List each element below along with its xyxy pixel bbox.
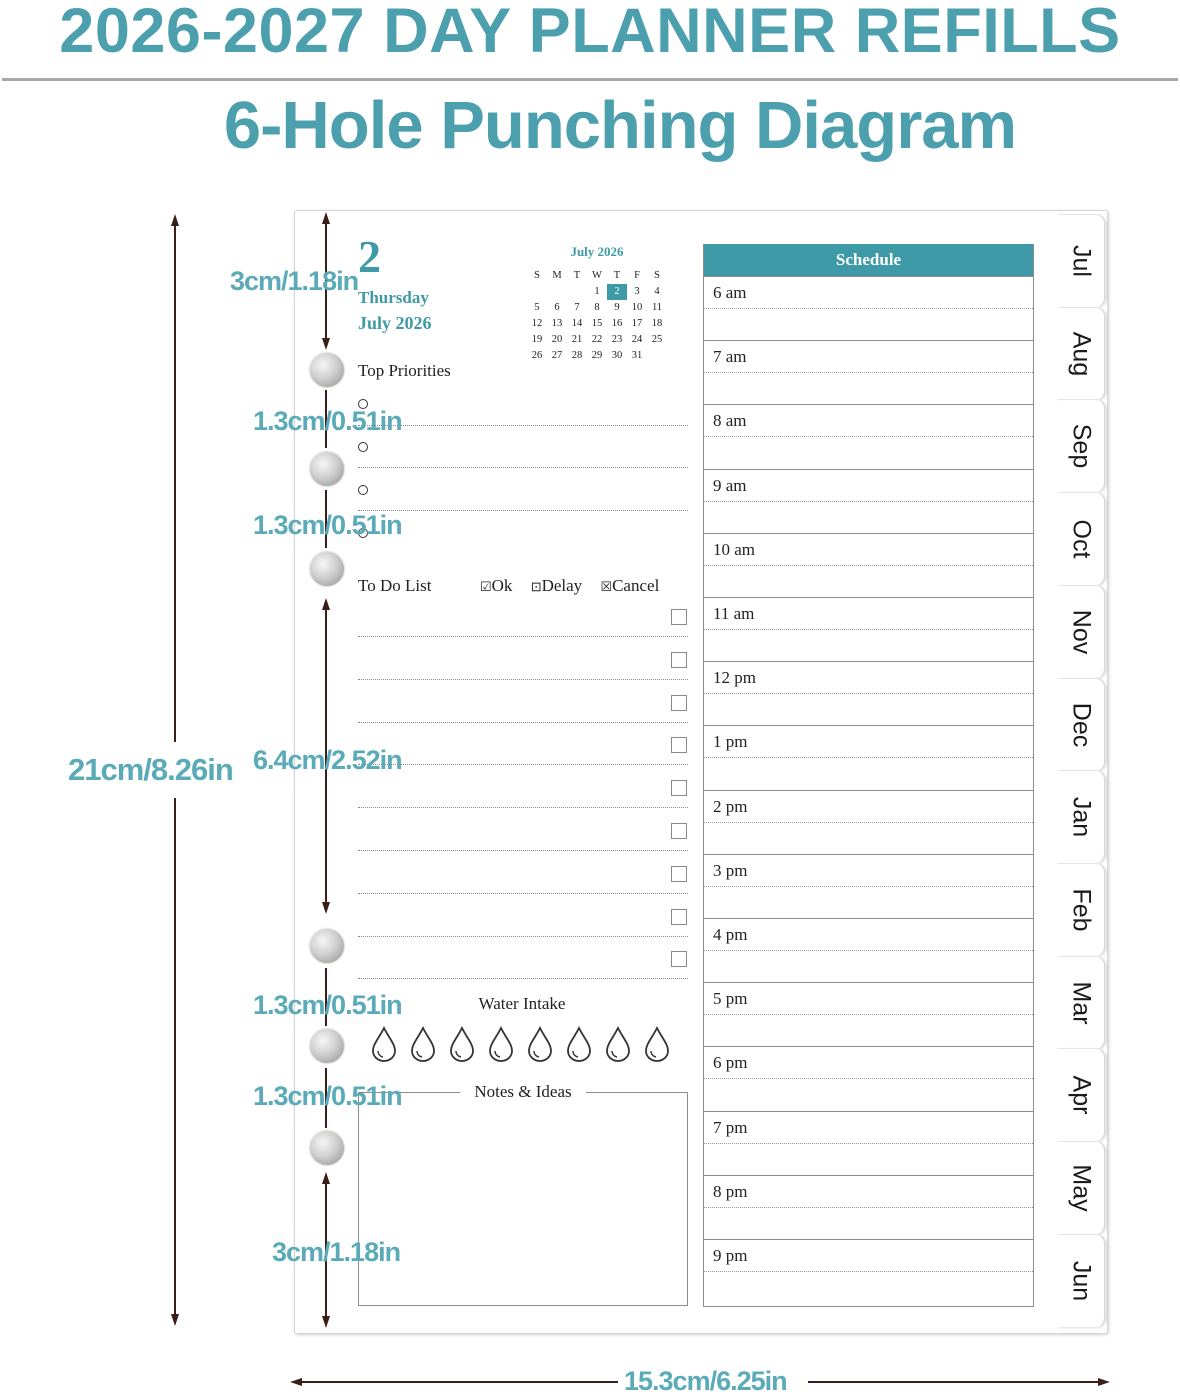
arrowhead-down [322, 902, 330, 914]
month-tab-mar[interactable] [1058, 956, 1106, 1049]
calendar-weekday: S [654, 270, 660, 281]
todo-line [358, 807, 688, 808]
priority-bullet[interactable] [358, 442, 368, 452]
slot-half-divider [704, 1014, 1033, 1015]
todo-checkbox[interactable] [671, 609, 687, 625]
calendar-day[interactable]: 9 [614, 302, 620, 313]
slot-half-divider [704, 886, 1033, 887]
schedule-time-label: 5 pm [713, 989, 748, 1009]
punch-hole [310, 1029, 344, 1063]
water-drop-icon[interactable] [604, 1026, 632, 1062]
height-arrowhead-down [171, 1314, 179, 1326]
calendar-day[interactable]: 2 [607, 284, 627, 300]
calendar-day[interactable]: 22 [591, 334, 603, 345]
calendar-day[interactable]: 10 [631, 302, 643, 313]
schedule-column [703, 244, 1034, 1307]
arrowhead-down [322, 1316, 330, 1328]
todo-checkbox[interactable] [671, 737, 687, 753]
calendar-title: July 2026 [570, 244, 624, 259]
calendar-day [547, 284, 567, 300]
calendar-day[interactable]: 16 [611, 318, 623, 329]
schedule-time-label: 9 pm [713, 1246, 748, 1265]
calendar-week-row [527, 300, 667, 316]
slot-divider [704, 276, 1033, 277]
water-drop-icon[interactable] [448, 1026, 476, 1062]
notes-heading: Notes & Ideas [474, 1082, 572, 1101]
todo-checkbox[interactable] [671, 823, 687, 839]
schedule-slot[interactable] [704, 854, 1033, 918]
schedule-slot[interactable] [704, 404, 1033, 468]
hole-gap-label-3: 1.3cm/0.51in [253, 990, 402, 1020]
calendar-weekday: W [592, 270, 602, 281]
todo-line [358, 764, 688, 765]
calendar-day[interactable]: 17 [631, 318, 643, 329]
schedule-slot[interactable] [704, 1239, 1033, 1303]
schedule-time-label: 6 am [713, 283, 747, 302]
calendar-day[interactable]: 13 [551, 318, 563, 329]
punch-hole [310, 1131, 344, 1165]
month-tab-label: Sep [1067, 424, 1096, 469]
width-label: 15.3cm/6.25in [624, 1366, 787, 1396]
calendar-day[interactable]: 23 [611, 334, 623, 345]
arrowhead-down [322, 338, 330, 350]
slot-divider [704, 1111, 1033, 1112]
calendar-day [527, 284, 547, 300]
schedule-slot[interactable] [704, 1175, 1033, 1239]
month-tab-label: Oct [1067, 519, 1096, 559]
height-dimension-line [174, 222, 176, 742]
month-tab-label: Apr [1067, 1075, 1096, 1115]
priority-line [358, 425, 688, 426]
todo-line [358, 636, 688, 637]
slot-divider [704, 725, 1033, 726]
todo-checkbox[interactable] [671, 780, 687, 796]
slot-divider [704, 918, 1033, 919]
schedule-slot[interactable] [704, 340, 1033, 404]
top-margin-label: 3cm/1.18in [230, 266, 359, 296]
slot-half-divider [704, 693, 1033, 694]
calendar-day [647, 348, 667, 364]
punch-hole [310, 929, 344, 963]
calendar-day[interactable]: 19 [531, 334, 543, 345]
month-tab-jul[interactable] [1058, 214, 1106, 307]
schedule-time-label: 2 pm [713, 796, 748, 816]
month-tab-oct[interactable] [1058, 492, 1106, 585]
schedule-slot[interactable] [704, 1111, 1033, 1175]
punch-hole [310, 452, 344, 486]
slot-divider [704, 533, 1033, 534]
water-drop-icon[interactable] [370, 1026, 398, 1062]
priority-line [358, 510, 688, 511]
calendar-weekday: F [634, 270, 640, 281]
slot-half-divider [704, 1143, 1033, 1144]
calendar-day[interactable]: 26 [531, 350, 543, 361]
todo-line [358, 850, 688, 851]
slot-half-divider [704, 629, 1033, 630]
schedule-time-label: 10 am [713, 539, 756, 559]
month-tab-jun[interactable] [1058, 1234, 1106, 1327]
month-year-label: July 2026 [358, 313, 432, 333]
water-drop-icon[interactable] [565, 1026, 593, 1062]
title-divider [2, 78, 1178, 81]
month-tab-label: May [1067, 1164, 1096, 1212]
slot-divider [704, 469, 1033, 470]
priority-line [358, 467, 688, 468]
calendar-day[interactable]: 25 [651, 334, 663, 345]
calendar-day[interactable]: 4 [654, 286, 660, 297]
calendar-day[interactable]: 28 [571, 350, 583, 361]
schedule-time-label: 11 am [713, 604, 755, 623]
slot-half-divider [704, 822, 1033, 823]
page-title: 2026-2027 DAY PLANNER REFILLS [59, 0, 1121, 66]
calendar-day[interactable]: 8 [594, 302, 600, 313]
todo-legend: ☑Ok ⊡Delay ☒Cancel [480, 576, 660, 595]
slot-half-divider [704, 1271, 1033, 1272]
schedule-time-label: 4 pm [713, 925, 748, 944]
schedule-slot[interactable] [704, 533, 1033, 597]
todo-line [358, 936, 688, 937]
schedule-slot[interactable] [704, 276, 1033, 340]
month-tab-label: Mar [1067, 981, 1096, 1025]
width-dimension-line [808, 1381, 1100, 1383]
priority-bullet[interactable] [358, 485, 368, 495]
bottom-margin-label: 3cm/1.18in [272, 1237, 401, 1267]
month-tab-aug[interactable] [1058, 307, 1106, 400]
schedule-time-label: 12 pm [713, 668, 756, 688]
legend-delay: Delay [541, 576, 583, 595]
todo-checkbox[interactable] [671, 909, 687, 925]
weekday-label: Thursday [358, 288, 429, 307]
schedule-slot[interactable] [704, 982, 1033, 1046]
calendar-day[interactable]: 31 [631, 350, 643, 361]
punch-hole [310, 552, 344, 586]
calendar-weekday: S [534, 270, 540, 281]
month-tab-apr[interactable] [1058, 1048, 1106, 1141]
month-tab-label: Nov [1067, 609, 1096, 655]
calendar-weekday: T [573, 270, 581, 281]
schedule-slot[interactable] [704, 918, 1033, 982]
schedule-time-label: 6 pm [713, 1053, 748, 1073]
slot-half-divider [704, 950, 1033, 951]
month-tab-label: Feb [1067, 888, 1096, 932]
punch-hole [310, 353, 344, 387]
month-tab-label: Jun [1067, 1260, 1096, 1301]
calendar-day[interactable]: 24 [631, 334, 643, 345]
notes-border-right [586, 1092, 688, 1093]
schedule-time-label: 7 am [713, 347, 747, 367]
calendar-week-row [527, 316, 667, 332]
todo-line [358, 893, 688, 894]
schedule-time-label: 8 am [713, 411, 747, 431]
calendar-weekday: T [613, 270, 621, 281]
slot-divider [704, 340, 1033, 341]
calendar-day[interactable]: 5 [534, 302, 540, 313]
schedule-slot[interactable] [704, 1046, 1033, 1110]
schedule-time-label: 8 pm [713, 1181, 748, 1201]
calendar-day[interactable]: 12 [531, 318, 543, 329]
middle-gap-label: 6.4cm/2.52in [253, 745, 402, 775]
schedule-slot[interactable] [704, 790, 1033, 854]
slot-half-divider [704, 436, 1033, 437]
calendar-week-row [527, 284, 667, 300]
slot-half-divider [704, 372, 1033, 373]
slot-half-divider [704, 1207, 1033, 1208]
month-tab-label: Jan [1067, 797, 1096, 838]
slot-half-divider [704, 501, 1033, 502]
priorities-heading: Top Priorities [358, 361, 451, 380]
water-drops [370, 1026, 680, 1066]
slot-half-divider [704, 308, 1033, 309]
calendar-day[interactable]: 1 [594, 286, 600, 297]
schedule-slot[interactable] [704, 725, 1033, 789]
legend-ok: Ok [491, 576, 513, 595]
schedule-time-label: 1 pm [713, 732, 748, 752]
calendar-day[interactable]: 14 [571, 318, 583, 329]
slot-divider [704, 597, 1033, 598]
calendar-day[interactable]: 29 [591, 350, 603, 361]
calendar-week-row [527, 348, 667, 364]
water-drop-icon[interactable] [487, 1026, 515, 1062]
slot-half-divider [704, 565, 1033, 566]
calendar-day[interactable]: 11 [651, 302, 663, 313]
height-dimension-line [174, 798, 176, 1316]
month-tab-jan[interactable] [1058, 770, 1106, 863]
calendar-day[interactable]: 27 [551, 350, 563, 361]
todo-checkbox[interactable] [671, 695, 687, 711]
calendar-weekday: M [552, 270, 562, 281]
month-tab-label: Aug [1067, 331, 1096, 376]
water-drop-icon[interactable] [409, 1026, 437, 1062]
calendar-week-row [527, 332, 667, 348]
legend-cancel: Cancel [612, 576, 660, 595]
width-dimension-line [300, 1381, 618, 1383]
slot-divider [704, 1239, 1033, 1240]
calendar-day[interactable]: 30 [611, 350, 623, 361]
calendar-day[interactable]: 18 [651, 318, 663, 329]
calendar-day[interactable]: 6 [554, 302, 560, 313]
todo-checkbox[interactable] [671, 951, 687, 967]
calendar-day[interactable]: 20 [551, 334, 563, 345]
diagram-subtitle: 6-Hole Punching Diagram [223, 88, 1017, 163]
schedule-slot[interactable] [704, 661, 1033, 725]
calendar-day[interactable]: 15 [591, 318, 603, 329]
slot-divider [704, 1046, 1033, 1047]
month-tab-sep[interactable] [1058, 399, 1106, 492]
calendar-day[interactable]: 7 [574, 302, 580, 313]
month-tab-nov[interactable] [1058, 585, 1106, 678]
month-tab-label: Dec [1067, 702, 1096, 747]
todo-line [358, 978, 688, 979]
slot-divider [704, 661, 1033, 662]
schedule-time-label: 3 pm [713, 860, 748, 880]
calendar-day[interactable]: 3 [634, 286, 640, 297]
todo-line [358, 722, 688, 723]
hole-gap-label-1: 1.3cm/0.51in [253, 406, 402, 436]
todo-heading: To Do List [358, 576, 432, 595]
slot-divider [704, 790, 1033, 791]
schedule-header: Schedule [704, 244, 1033, 276]
width-arrowhead-right [1098, 1378, 1110, 1386]
calendar-weekday-row [527, 268, 667, 284]
month-tab-feb[interactable] [1058, 863, 1106, 956]
slot-divider [704, 1175, 1033, 1176]
slot-half-divider [704, 1078, 1033, 1079]
water-drop-icon[interactable] [526, 1026, 554, 1062]
todo-checkbox[interactable] [671, 652, 687, 668]
height-label: 21cm/8.26in [68, 752, 233, 787]
slot-divider [704, 404, 1033, 405]
slot-divider [704, 854, 1033, 855]
month-tab-label: Jul [1067, 245, 1096, 277]
schedule-time-label: 9 am [713, 475, 747, 495]
water-heading: Water Intake [478, 994, 566, 1013]
slot-half-divider [704, 757, 1033, 758]
schedule-slot[interactable] [704, 469, 1033, 533]
day-number: 2 [358, 231, 381, 282]
slot-divider [704, 982, 1033, 983]
water-drop-icon[interactable] [643, 1026, 671, 1062]
notes-box[interactable] [358, 1092, 688, 1306]
schedule-slot[interactable] [704, 597, 1033, 661]
month-tab-may[interactable] [1058, 1141, 1106, 1234]
month-tab-dec[interactable] [1058, 678, 1106, 771]
hole-gap-label-2: 1.3cm/0.51in [253, 510, 402, 540]
schedule-time-label: 7 pm [713, 1117, 748, 1137]
hole-gap-label-4: 1.3cm/0.51in [253, 1081, 402, 1111]
calendar-day [567, 284, 587, 300]
calendar-day[interactable]: 21 [571, 334, 583, 345]
todo-checkbox[interactable] [671, 866, 687, 882]
todo-line [358, 679, 688, 680]
mini-calendar [527, 268, 667, 364]
